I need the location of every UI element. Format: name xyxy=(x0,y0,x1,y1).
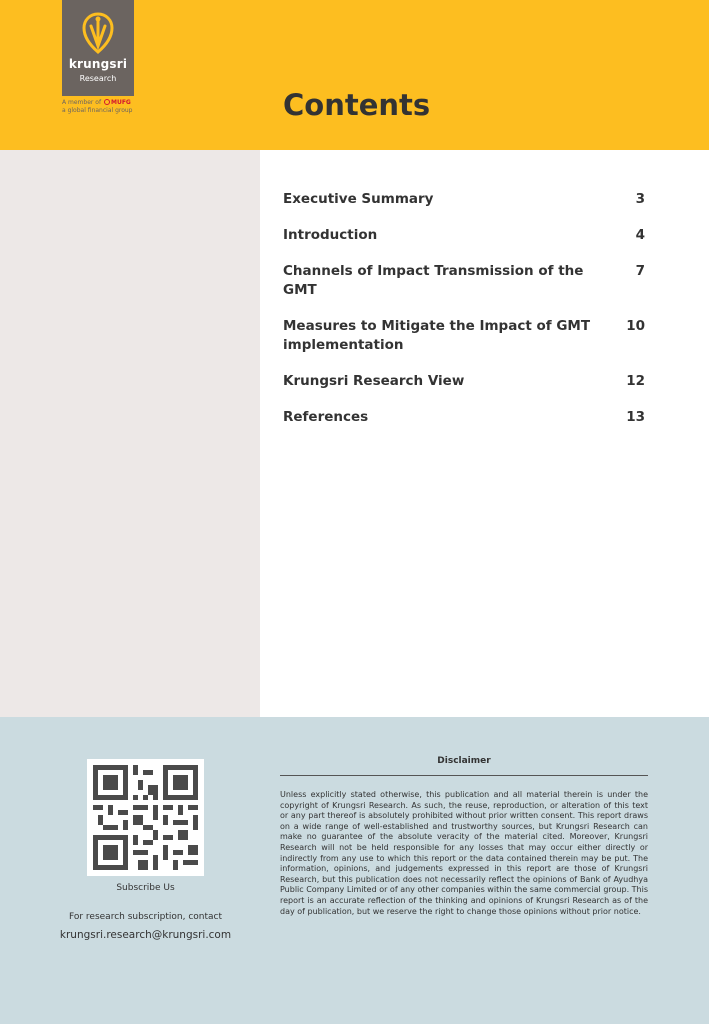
toc-item-introduction[interactable] xyxy=(283,226,645,245)
toc-item-page: 4 xyxy=(635,227,645,243)
disclaimer-title: Disclaimer xyxy=(437,756,491,766)
toc-item-page: 10 xyxy=(626,318,645,334)
logo-brand-name: krungsri xyxy=(68,57,128,71)
subscribe-label: Subscribe Us xyxy=(116,883,175,893)
side-panel xyxy=(0,150,260,717)
contact-email-link[interactable]: krungsri.research@krungsri.com xyxy=(59,929,232,941)
table-of-contents xyxy=(283,190,645,444)
page-title: Contents xyxy=(283,88,431,122)
toc-item-measures[interactable] xyxy=(283,317,645,355)
toc-item-label: Krungsri Research View xyxy=(283,373,465,389)
mufg-logo-icon xyxy=(104,99,110,105)
member-group: MUFG xyxy=(110,99,131,106)
toc-item-label: References xyxy=(283,409,369,425)
toc-item-references[interactable] xyxy=(283,408,645,427)
toc-item-executive-summary[interactable] xyxy=(283,190,645,209)
toc-item-page: 3 xyxy=(635,191,645,207)
toc-item-label: Introduction xyxy=(283,227,378,243)
disclaimer-divider xyxy=(280,775,648,776)
toc-item-label: Channels of Impact Transmission of the GMT xyxy=(283,263,584,298)
member-prefix: A member of xyxy=(62,99,102,106)
member-suffix: a global financial group xyxy=(62,107,133,114)
logo-division: Research xyxy=(79,74,117,83)
subscription-contact-text: For research subscription, contact xyxy=(68,912,223,922)
toc-item-page: 13 xyxy=(626,409,645,425)
qr-code-icon xyxy=(93,765,198,870)
toc-item-label: Executive Summary xyxy=(283,191,434,207)
toc-item-label: Measures to Mitigate the Impact of GMT implementation xyxy=(283,318,591,353)
subscribe-qr-code[interactable] xyxy=(87,759,204,876)
member-of-group xyxy=(62,99,202,115)
disclaimer-text: Unless explicitly stated otherwise, this publication and all material therein is under the copyright of Krungsri Research. As such, the reuse, reproduction, or alteration of this text or any part thereof is absolutely prohibited without prior written consent. This report draws on a wide range of well-established and trustworthy sources, but Krungsri Research can make no guarantee of the absolute veracity of the material cited. Moreover, Krungsri Research will not be held responsible for any losses that may occur either directly or indirectly from any use to which this report or the data contained therein may be put. The information, opinions, and judgements expressed in this report are those of Krungsri Research, but this publication does not necessarily reflect the opinions of Bank of Ayudhya Public Company Limited or of any other companies within the same commercial group. This report is an accurate reflection of the thinking and opinions of Krungsri Research as of the day of publication, but we reserve the right to change those opinions without prior notice. xyxy=(280,790,648,916)
toc-item-channels[interactable] xyxy=(283,262,645,300)
toc-item-research-view[interactable] xyxy=(283,372,645,391)
toc-item-page: 7 xyxy=(635,263,645,279)
krungsri-logo-icon xyxy=(75,10,121,56)
toc-item-page: 12 xyxy=(626,373,645,389)
krungsri-logo[interactable] xyxy=(62,0,134,96)
header-banner xyxy=(0,0,709,150)
